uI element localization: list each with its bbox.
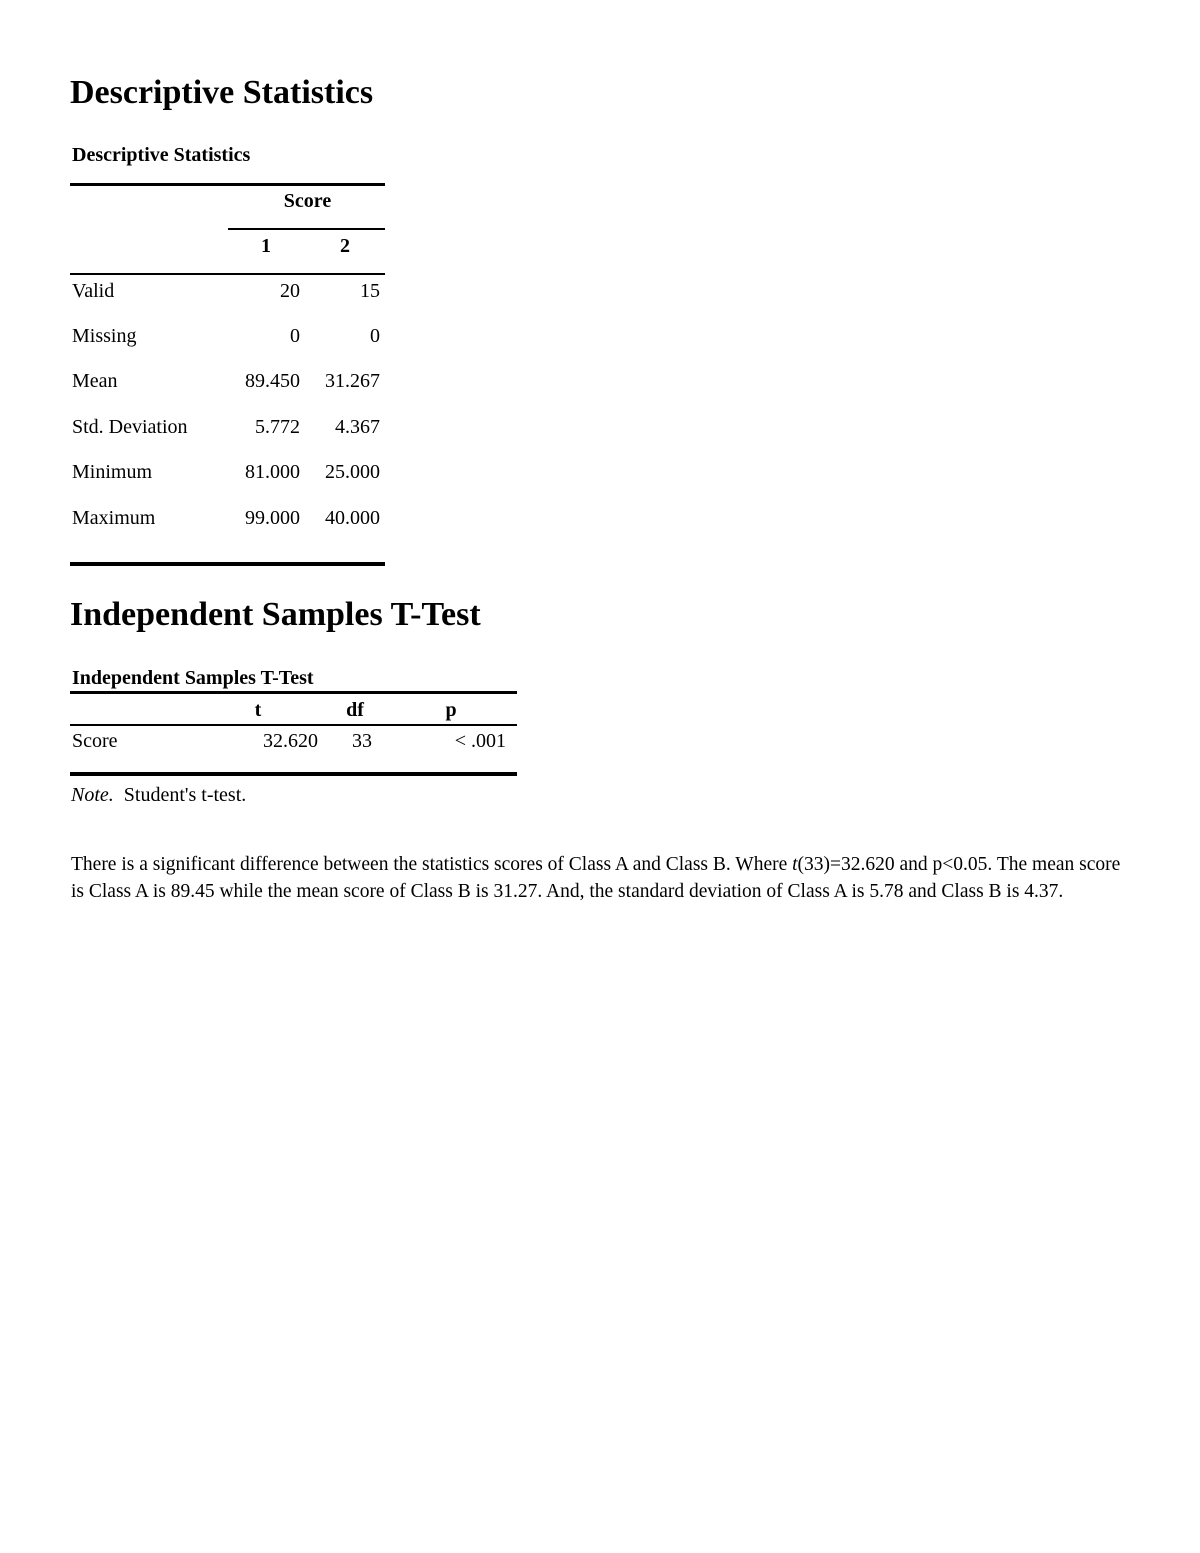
row-label: Std. Deviation [72,416,188,438]
row-label: Mean [72,370,118,392]
interpretation-part-2: (33)=32.620 and p<0.05. The mean score is Class A is 89.45 while the mean score of Class B is 31.27. And, the standard deviation of Class A is 5.78 and Class B is 4.37. [71,854,1121,902]
table-note [71,785,246,805]
note-text: Student's t-test. [123,784,247,806]
header-bottom-rule [70,724,517,726]
table-top-rule [70,691,517,694]
row-value-1: 89.450 [245,370,300,392]
interpretation-paragraph [71,851,1131,905]
descriptive-statistics-heading: Descriptive Statistics [70,74,374,111]
descriptive-table-caption: Descriptive Statistics [72,144,251,166]
row-value-2: 25.000 [325,461,380,483]
group-header-rule [228,228,385,230]
column-header-2: 2 [340,235,350,257]
table-bottom-rule [70,772,517,776]
row-value-2: 4.367 [335,416,380,438]
column-header-df: df [346,699,364,721]
table-top-rule [70,183,385,186]
t-value: 32.620 [263,730,318,752]
row-value-1: 99.000 [245,507,300,529]
row-label: Minimum [72,461,153,483]
t-symbol: t [792,854,798,875]
column-header-p: p [445,699,457,721]
column-header-1: 1 [261,235,271,257]
row-value-1: 0 [290,325,300,347]
row-value-2: 0 [370,325,380,347]
table-bottom-rule [70,562,385,566]
row-label: Missing [72,325,137,347]
column-header-t: t [254,699,262,721]
note-label: Note. [71,784,114,806]
ttest-table-caption: Independent Samples T-Test [72,667,314,689]
interpretation-part-1: There is a significant difference between the statistics scores of Class A and Class B. Where [71,854,793,875]
row-value-2: 15 [360,280,380,302]
score-group-header: Score [283,190,332,212]
row-value-2: 40.000 [325,507,380,529]
df-value: 33 [352,730,372,752]
header-bottom-rule [70,273,385,275]
p-value: < .001 [454,730,506,752]
row-value-2: 31.267 [325,370,380,392]
row-label: Valid [72,280,115,302]
row-label: Maximum [72,507,156,529]
row-value-1: 5.772 [255,416,300,438]
ttest-heading: Independent Samples T-Test [70,596,481,633]
row-value-1: 20 [280,280,300,302]
row-value-1: 81.000 [245,461,300,483]
row-label: Score [72,730,118,752]
